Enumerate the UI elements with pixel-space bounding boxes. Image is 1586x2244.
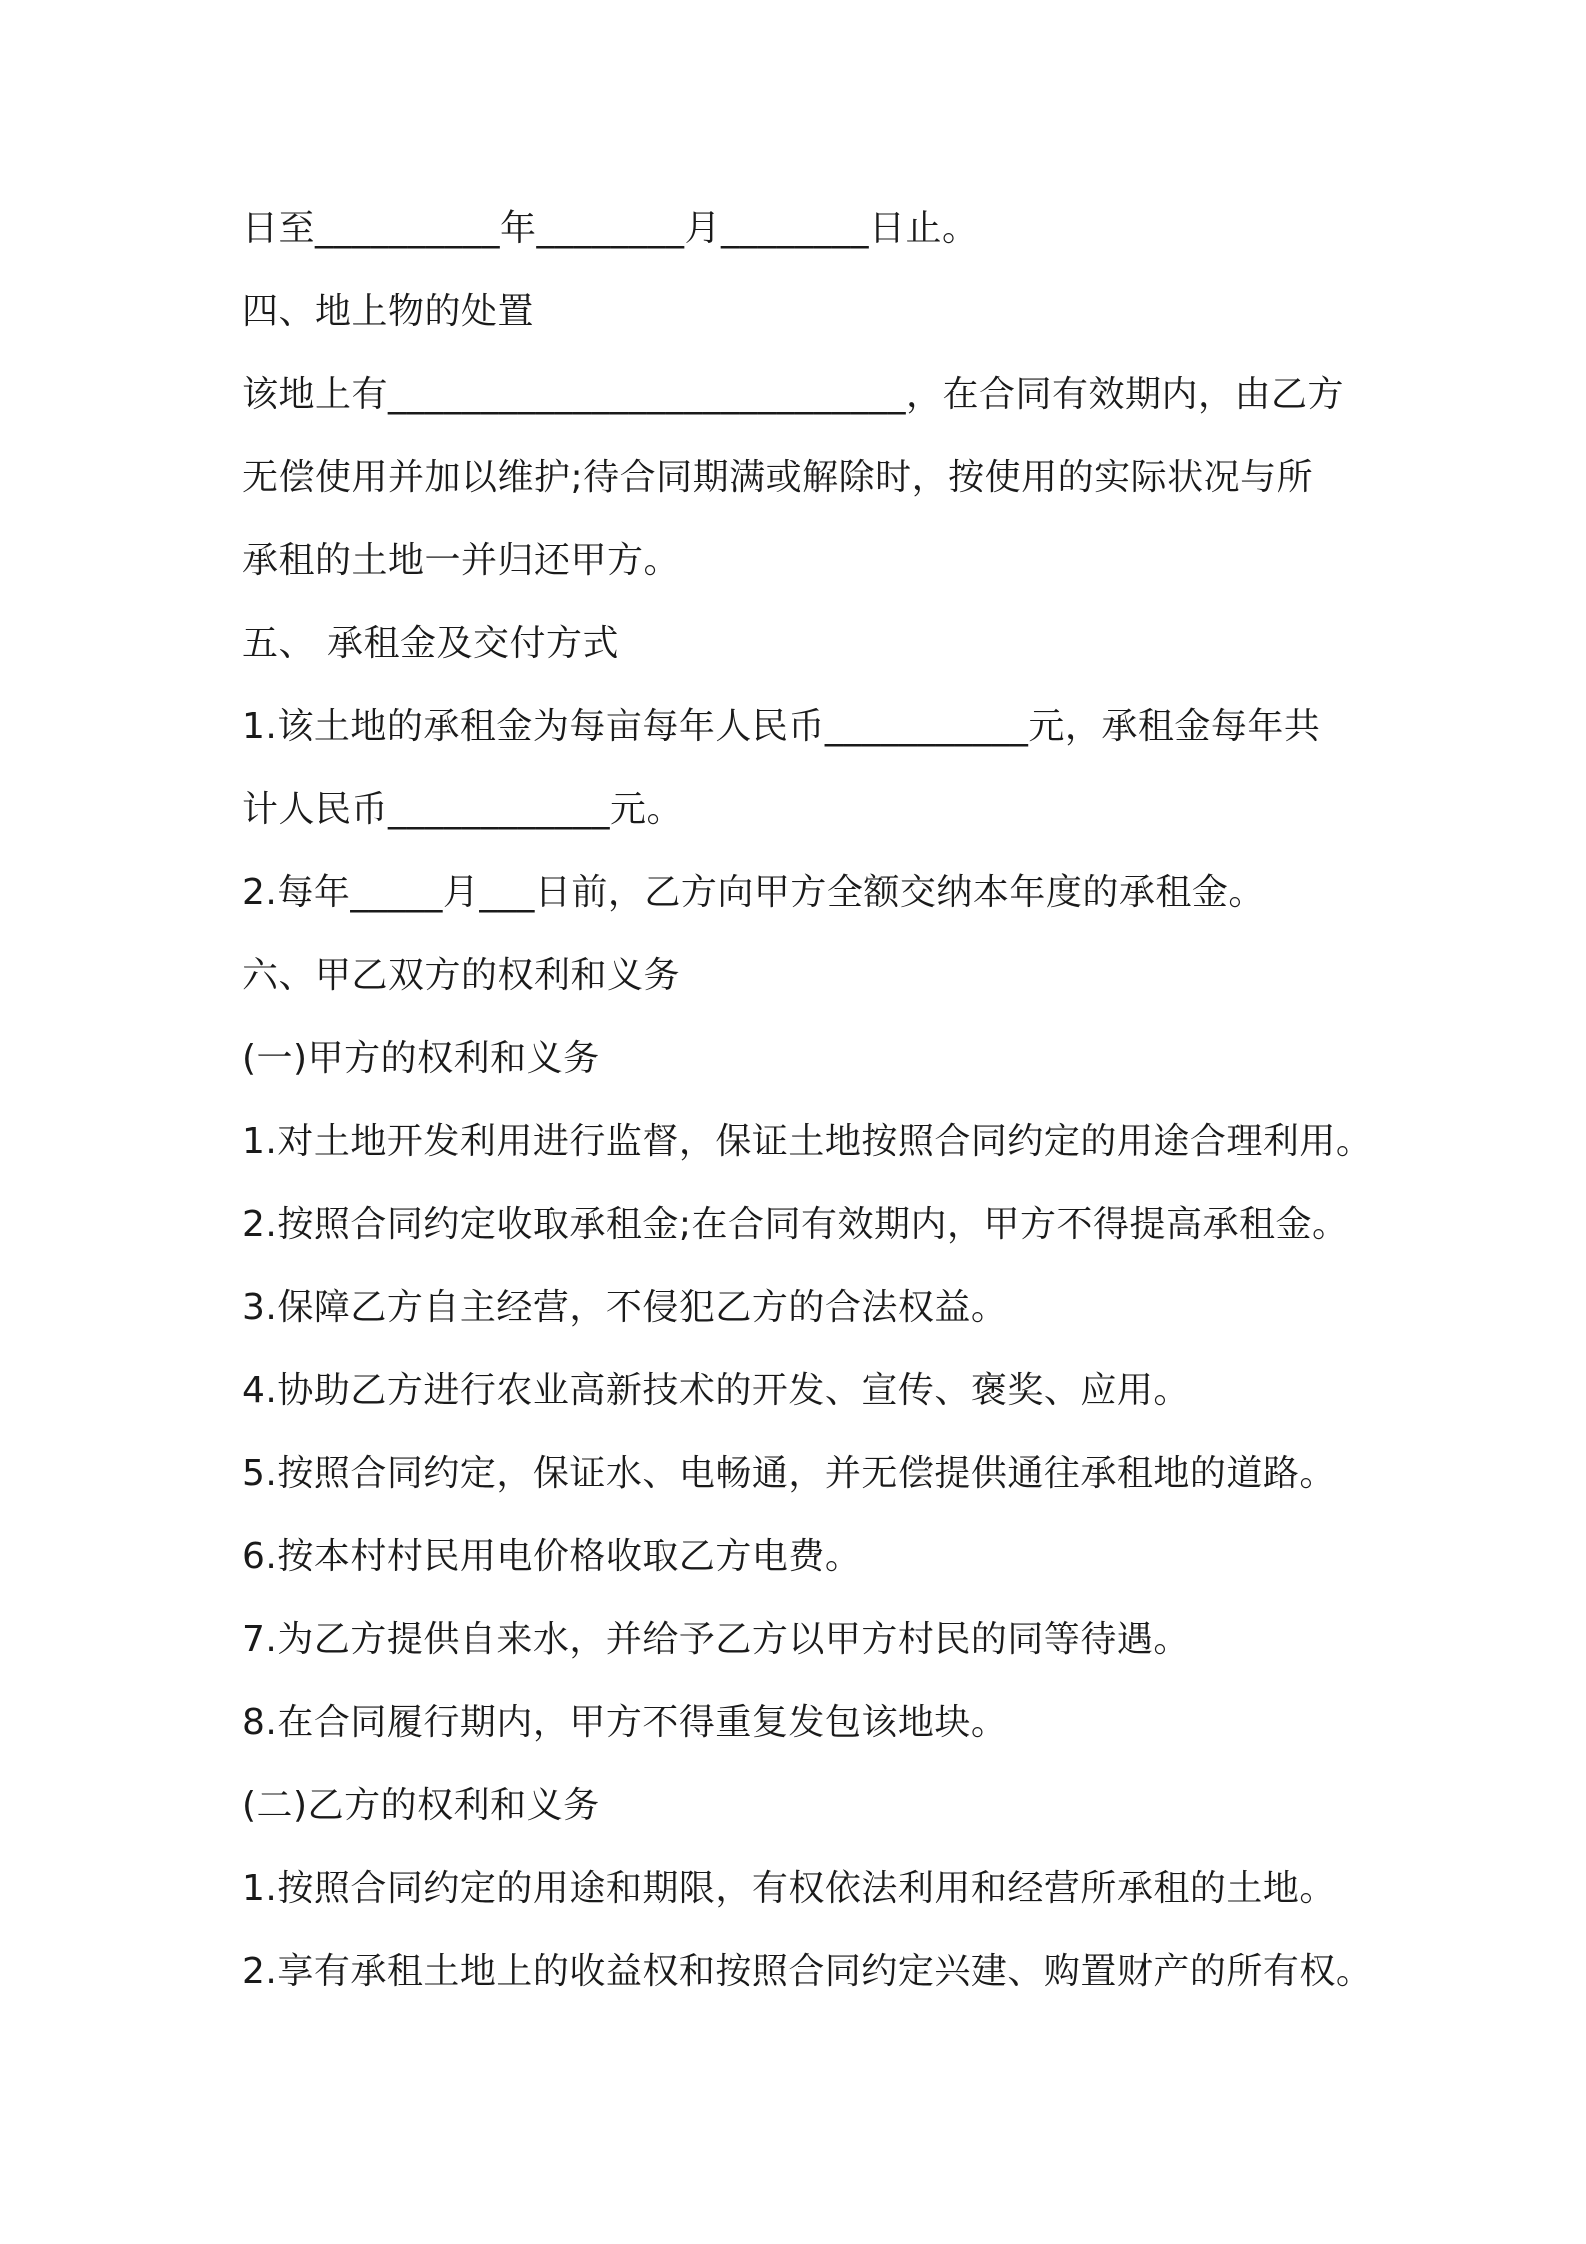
text-line-5: 承租的土地一并归还甲方。: [242, 540, 681, 581]
text-line-13: 2.按照合同约定收取承租金;在合同有效期内，甲方不得提高承租金。: [242, 1204, 1349, 1245]
text-line-16: 5.按照合同约定，保证水、电畅通，并无偿提供通往承租地的道路。: [242, 1453, 1336, 1494]
text-line-4: 无偿使用并加以维护;待合同期满或解除时，按使用的实际状况与所: [242, 457, 1314, 498]
text-line-7: 1.该土地的承租金为每亩每年人民币___________元，承租金每年共: [242, 706, 1321, 747]
text-line-19: 8.在合同履行期内，甲方不得重复发包该地块。: [242, 1702, 1008, 1743]
text-line-8: 计人民币____________元。: [242, 789, 684, 830]
subsection-heading-1: (一)甲方的权利和义务: [242, 1038, 600, 1079]
text-line-12: 1.对土地开发利用进行监督，保证土地按照合同约定的用途合理利用。: [242, 1121, 1373, 1162]
text-line-3: 该地上有____________________________，在合同有效期内，由乙方: [242, 374, 1345, 415]
text-line-22: 2.享有承租土地上的收益权和按照合同约定兴建、购置财产的所有权。: [242, 1951, 1373, 1992]
text-line-9: 2.每年_____月___日前，乙方向甲方全额交纳本年度的承租金。: [242, 872, 1265, 913]
text-line-21: 1.按照合同约定的用途和期限，有权依法利用和经营所承租的土地。: [242, 1868, 1336, 1909]
subsection-heading-2: (二)乙方的权利和义务: [242, 1785, 600, 1826]
text-line-14: 3.保障乙方自主经营，不侵犯乙方的合法权益。: [242, 1287, 1008, 1328]
text-line-1: 日至__________年________月________日止。: [242, 208, 979, 249]
text-line-15: 4.协助乙方进行农业高新技术的开发、宣传、褒奖、应用。: [242, 1370, 1190, 1411]
section-heading-5: 五、 承租金及交付方式: [242, 623, 619, 664]
text-line-18: 7.为乙方提供自来水，并给予乙方以甲方村民的同等待遇。: [242, 1619, 1190, 1660]
section-heading-4: 四、地上物的处置: [242, 291, 535, 332]
section-heading-6: 六、甲乙双方的权利和义务: [242, 955, 681, 996]
text-line-17: 6.按本村村民用电价格收取乙方电费。: [242, 1536, 862, 1577]
